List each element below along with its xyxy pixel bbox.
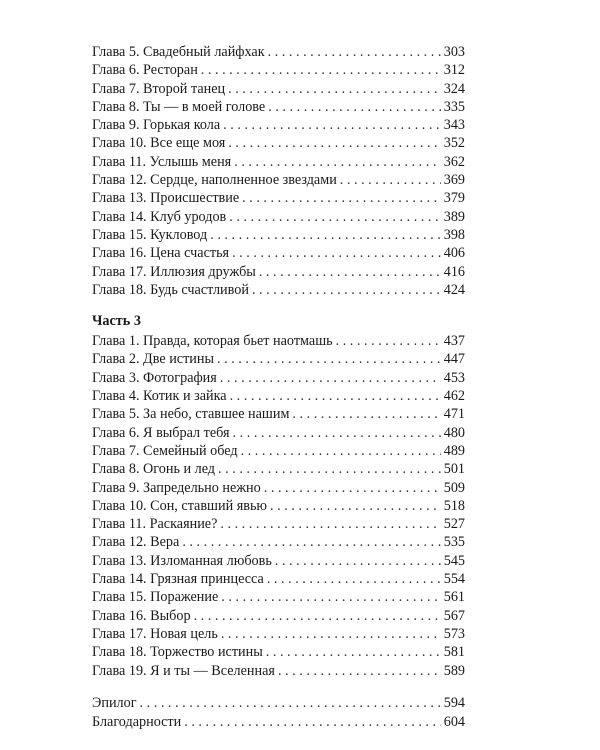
toc-entry — [92, 570, 465, 588]
dot-leader — [275, 552, 441, 570]
dot-leader — [228, 134, 440, 152]
section-spacer — [92, 680, 465, 694]
dot-leader — [232, 244, 441, 262]
dot-leader — [252, 281, 441, 299]
part-heading: Часть 3 — [92, 313, 141, 330]
chapter-title: Глава 8. Ты — в моей голове — [92, 98, 266, 115]
toc-entry — [92, 332, 465, 350]
toc-entry-acknowledgements — [92, 713, 465, 732]
dot-leader — [229, 208, 440, 226]
toc-entry — [92, 405, 465, 423]
dot-leader — [221, 625, 441, 643]
chapter-title: Глава 17. Иллюзия дружбы — [92, 263, 256, 280]
toc-entry — [92, 61, 465, 79]
page-number: 324 — [443, 80, 465, 97]
epilogue-title: Эпилог — [92, 694, 137, 711]
dot-leader — [217, 350, 441, 368]
page-number: 453 — [443, 369, 465, 386]
toc-entry — [92, 369, 465, 387]
dot-leader — [220, 369, 441, 387]
chapter-title: Глава 6. Ресторан — [92, 62, 198, 79]
dot-leader — [242, 189, 441, 207]
page-number: 398 — [443, 226, 465, 243]
page-number: 389 — [443, 208, 465, 225]
toc-entry — [92, 662, 465, 680]
page-number: 554 — [443, 571, 465, 588]
dot-leader — [241, 442, 441, 460]
dot-leader — [140, 694, 441, 713]
page-number: 567 — [443, 607, 465, 624]
page-number: 303 — [443, 44, 465, 60]
back-matter-list — [92, 694, 465, 732]
dot-leader — [230, 387, 441, 405]
toc-entry — [92, 607, 465, 625]
dot-leader — [194, 607, 441, 625]
dot-leader — [270, 497, 441, 515]
chapter-title: Глава 10. Сон, ставший явью — [92, 497, 268, 514]
page-number: 312 — [443, 62, 465, 79]
chapter-title: Глава 7. Семейный обед — [92, 442, 238, 459]
page-number: 545 — [443, 552, 465, 569]
page-number: 573 — [443, 625, 465, 642]
toc-entry — [92, 643, 465, 661]
chapter-title: Глава 9. Запредельно нежно — [92, 479, 261, 496]
toc-entry — [92, 533, 465, 551]
page-number: 535 — [443, 534, 465, 551]
toc-entry — [92, 208, 465, 226]
dot-leader — [201, 61, 441, 79]
toc-entry — [92, 588, 465, 606]
toc-entry — [92, 281, 465, 299]
dot-leader — [223, 116, 441, 134]
dot-leader — [268, 43, 441, 61]
toc-entry — [92, 263, 465, 281]
page-number: 589 — [443, 662, 465, 679]
page-number: 527 — [443, 516, 465, 533]
toc-entry — [92, 387, 465, 405]
dot-leader — [184, 713, 440, 732]
chapter-title: Глава 3. Фотография — [92, 369, 217, 386]
dot-leader — [268, 98, 441, 116]
table-of-contents — [92, 43, 465, 732]
toc-entry — [92, 226, 465, 244]
dot-leader — [264, 479, 441, 497]
toc-entry — [92, 552, 465, 570]
chapter-title: Глава 4. Котик и зайка — [92, 388, 227, 405]
page-number: 437 — [443, 333, 465, 350]
chapter-title: Глава 14. Клуб уродов — [92, 208, 227, 225]
page-number: 489 — [443, 442, 465, 459]
chapter-title: Глава 5. За небо, ставшее нашим — [92, 406, 290, 423]
dot-leader — [218, 460, 441, 478]
page-number: 416 — [443, 263, 465, 280]
page-number: 362 — [443, 153, 465, 170]
toc-entry — [92, 134, 465, 152]
dot-leader — [266, 643, 441, 661]
toc-entry — [92, 171, 465, 189]
dot-leader — [233, 424, 441, 442]
toc-entry — [92, 497, 465, 515]
page-number: 369 — [443, 172, 465, 189]
toc-entry — [92, 424, 465, 442]
page-number: 509 — [443, 479, 465, 496]
toc-entry — [92, 460, 465, 478]
page-number: 501 — [443, 461, 465, 478]
toc-entry-epilogue — [92, 694, 465, 713]
chapter-title: Глава 18. Будь счастливой — [92, 281, 249, 298]
chapter-title: Глава 12. Вера — [92, 534, 180, 551]
toc-entry — [92, 43, 465, 61]
dot-leader — [220, 515, 440, 533]
page-number: 352 — [443, 135, 465, 152]
toc-entry — [92, 116, 465, 134]
chapter-title: Глава 13. Изломанная любовь — [92, 552, 272, 569]
dot-leader — [234, 153, 441, 171]
toc-entry — [92, 153, 465, 171]
toc-entry — [92, 80, 465, 98]
page-number: 447 — [443, 351, 465, 368]
chapter-title: Глава 12. Сердце, наполненное звездами — [92, 172, 337, 189]
chapter-title: Глава 16. Цена счастья — [92, 245, 230, 262]
chapter-title: Глава 8. Огонь и лед — [92, 461, 216, 478]
chapter-title: Глава 11. Раскаяние? — [92, 516, 218, 533]
chapter-title: Глава 9. Горькая кола — [92, 117, 221, 134]
dot-leader — [267, 570, 441, 588]
dot-leader — [340, 171, 441, 189]
chapter-title: Глава 16. Выбор — [92, 607, 191, 624]
toc-entry — [92, 515, 465, 533]
chapter-title: Глава 5. Свадебный лайфхак — [92, 44, 265, 60]
dot-leader — [336, 332, 441, 350]
page-number: 471 — [443, 406, 465, 423]
acknowledgements-title: Благодарности — [92, 713, 182, 730]
page-number: 335 — [443, 98, 465, 115]
chapter-title: Глава 2. Две истины — [92, 351, 214, 368]
page-number: 561 — [443, 589, 465, 606]
toc-entry — [92, 244, 465, 262]
page-number: 480 — [443, 424, 465, 441]
chapter-title: Глава 17. Новая цель — [92, 625, 218, 642]
chapter-title: Глава 10. Все еще моя — [92, 135, 226, 152]
dot-leader — [210, 226, 441, 244]
chapter-title: Глава 7. Второй танец — [92, 80, 226, 97]
chapter-title: Глава 15. Кукловод — [92, 226, 208, 243]
chapter-title: Глава 6. Я выбрал тебя — [92, 424, 230, 441]
chapter-title: Глава 13. Происшествие — [92, 190, 240, 207]
page-number: 424 — [443, 281, 465, 298]
dot-leader — [278, 662, 441, 680]
chapter-title: Глава 1. Правда, которая бьет наотмашь — [92, 333, 333, 350]
chapter-title: Глава 11. Услышь меня — [92, 153, 232, 170]
page-number: 406 — [443, 245, 465, 262]
page-number: 594 — [443, 694, 465, 711]
toc-entry — [92, 479, 465, 497]
dot-leader — [182, 533, 440, 551]
chapter-title: Глава 19. Я и ты — Вселенная — [92, 662, 275, 679]
chapter-title: Глава 15. Поражение — [92, 589, 219, 606]
toc-entry — [92, 189, 465, 207]
part3-chapter-list — [92, 332, 465, 680]
toc-entry — [92, 350, 465, 368]
page-number: 581 — [443, 644, 465, 661]
dot-leader — [259, 263, 441, 281]
page-number: 343 — [443, 117, 465, 134]
part2-chapter-list — [92, 43, 465, 299]
page-number: 462 — [443, 388, 465, 405]
toc-entry — [92, 98, 465, 116]
page-number: 379 — [443, 190, 465, 207]
dot-leader — [228, 80, 441, 98]
toc-entry — [92, 625, 465, 643]
chapter-title: Глава 14. Грязная принцесса — [92, 571, 264, 588]
dot-leader — [292, 405, 440, 423]
page-number: 604 — [443, 713, 465, 730]
page-number: 518 — [443, 497, 465, 514]
dot-leader — [221, 588, 440, 606]
chapter-title: Глава 18. Торжество истины — [92, 644, 263, 661]
toc-entry — [92, 442, 465, 460]
